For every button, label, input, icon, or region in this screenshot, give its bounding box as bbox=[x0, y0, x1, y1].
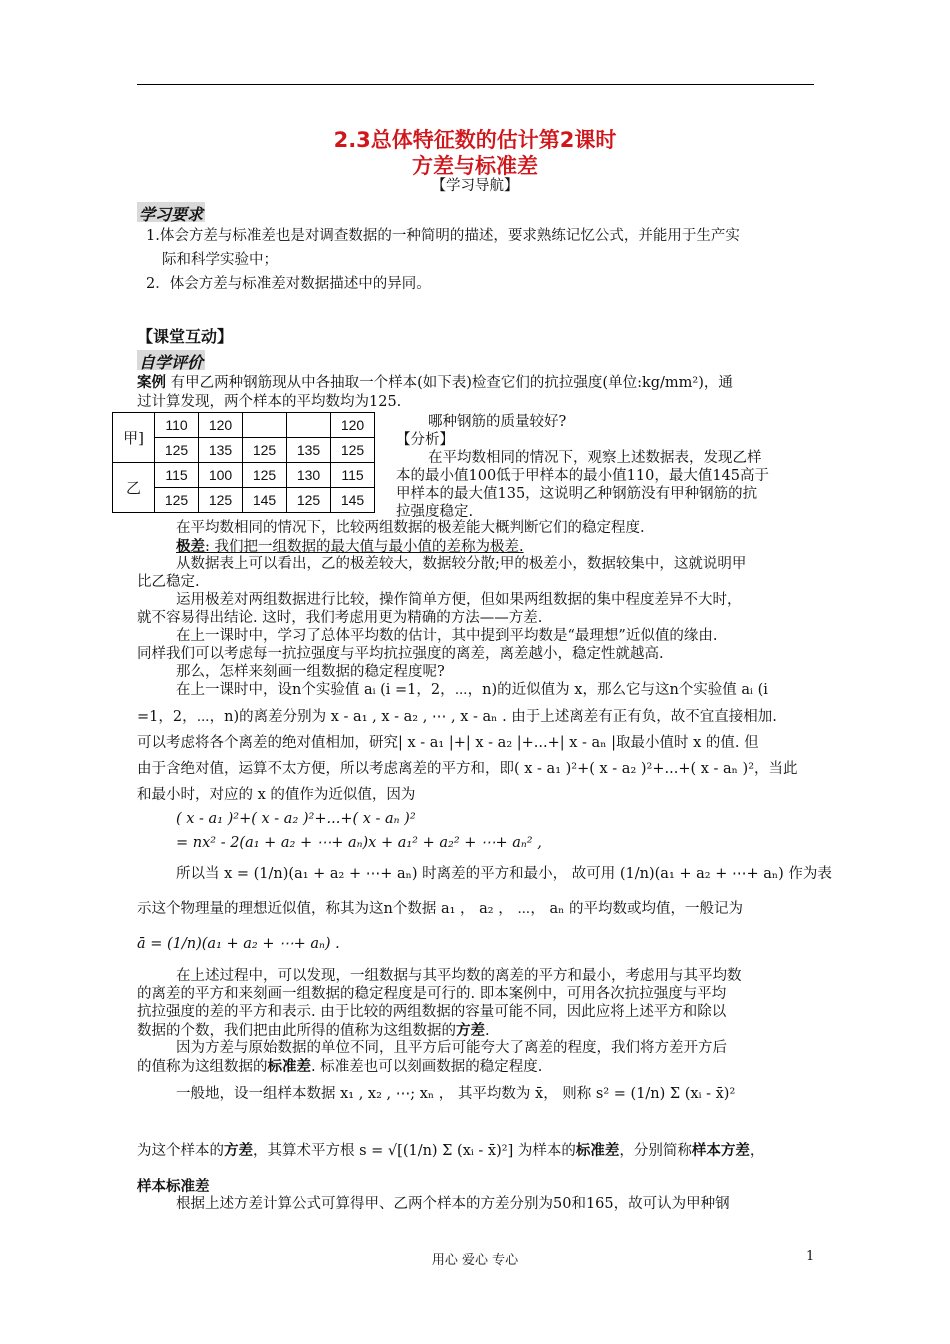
body-text: ，分别简称 bbox=[619, 1143, 692, 1159]
table-cell: 125 bbox=[155, 438, 199, 463]
stddev-term: 标准差 bbox=[575, 1142, 620, 1159]
equation: = nx² - 2(a₁ + a₂ + ⋯+ aₙ)x + a₁² + a₂² + ⋯+ aₙ² , bbox=[176, 835, 542, 851]
example-text-1: 有甲乙两种钢筋现从中各抽取一个样本(如下表)检查它们的抗拉强度(单位:kg/mm²)，通 bbox=[170, 375, 733, 391]
body-line: 可以考虑将各个离差的绝对值相加，研究| x - a₁ |+| x - a₂ |+...+| x - aₙ |取最小值时 x 的值. 但 bbox=[137, 735, 759, 751]
body-text: 为这个样本的 bbox=[137, 1143, 224, 1159]
table-cell: 120 bbox=[331, 413, 375, 438]
table-cell bbox=[243, 413, 287, 438]
body-line: 数据的个数，我们把由此所得的值称为这组数据的方差. bbox=[137, 1022, 490, 1039]
table-cell: 135 bbox=[287, 438, 331, 463]
body-line: 在上述过程中，可以发现，一组数据与其平均数的离差的平方和最小，考虑用与其平均数 bbox=[176, 968, 742, 984]
example-label: 案例 bbox=[137, 374, 166, 391]
body-line: 根据上述方差计算公式可算得甲、乙两个样本的方差分别为50和165，故可认为甲种钢 bbox=[176, 1196, 730, 1212]
classroom-heading: 【课堂互动】 bbox=[137, 327, 234, 346]
header-rule bbox=[137, 84, 814, 85]
body-line: 在平均数相同的情况下，比较两组数据的极差能大概判断它们的稳定程度. bbox=[176, 520, 645, 536]
analysis-line: 甲样本的最大值135，这说明乙种钢筋没有甲种钢筋的抗 bbox=[396, 486, 758, 502]
requirement-2: 2．体会方差与标准差对数据描述中的异同。 bbox=[146, 276, 431, 292]
footer-motto: 用心 爱心 专心 bbox=[431, 1253, 519, 1268]
body-line: 一般地，设一组样本数据 x₁ , x₂ , ⋯; xₙ ， 其平均数为 x̄， 则称 s² = (1/n) Σ (xᵢ - x̄)² bbox=[176, 1086, 736, 1102]
body-line: 示这个物理量的理想近似值，称其为这n个数据 a₁ ， a₂ ， ⋯， aₙ 的平均数或均值，一般记为 bbox=[137, 901, 743, 917]
table-cell: 100 bbox=[199, 463, 243, 488]
body-line: 同样我们可以考虑每一抗拉强度与平均抗拉强度的离差，离差越小，稳定性就越高. bbox=[137, 646, 664, 662]
body-line: 运用极差对两组数据进行比较，操作简单方便，但如果两组数据的集中程度差异不大时， bbox=[176, 592, 742, 608]
body-line: 由于含绝对值，运算不太方便，所以考虑离差的平方和，即( x - a₁ )²+( x - a₂ )²+...+( x - aₙ )²，当此 bbox=[137, 761, 798, 777]
equation: ( x - a₁ )²+( x - a₂ )²+...+( x - aₙ )² bbox=[176, 811, 416, 827]
table-cell bbox=[287, 413, 331, 438]
table-cell: 110 bbox=[155, 413, 199, 438]
sample-stddev-term: 样本标准差 bbox=[137, 1178, 210, 1195]
variance-term: 方差 bbox=[224, 1142, 253, 1159]
requirements-heading: 学习要求 bbox=[137, 202, 205, 222]
row-label-b: 乙 bbox=[113, 463, 155, 513]
body-line: 的离差的平方和来刻画一组数据的稳定程度是可行的. 即本案例中，可用各次抗拉强度与平均 bbox=[137, 986, 727, 1002]
body-line: 在上一课时中，设n个实验值 aᵢ (i =1，2，⋯，n)的近似值为 x，那么它与这n个实验值 aᵢ (i bbox=[176, 682, 768, 698]
body-line: 为这个样本的方差，其算术平方根 s = √[(1/n) Σ (xᵢ - x̄)²] 为样本的标准差，分别简称样本方差， bbox=[137, 1142, 765, 1159]
table-cell: 135 bbox=[199, 438, 243, 463]
page-subtitle: 方差与标准差 bbox=[412, 154, 538, 178]
page-number: 1 bbox=[806, 1249, 815, 1264]
table-cell: 125 bbox=[287, 488, 331, 513]
sample-variance-term: 样本方差 bbox=[691, 1142, 750, 1159]
stddev-term: 标准差 bbox=[267, 1058, 311, 1075]
requirement-1-cont: 际和科学实验中； bbox=[162, 252, 278, 268]
table-cell: 125 bbox=[243, 463, 287, 488]
table-cell: 115 bbox=[331, 463, 375, 488]
body-text: ，其算术平方根 s = √[(1/n) Σ (xᵢ - x̄)²] 为样本的 bbox=[253, 1143, 576, 1159]
row-label-a: 甲] bbox=[113, 413, 155, 463]
table-cell: 145 bbox=[243, 488, 287, 513]
body-line: 因为方差与原始数据的单位不同，且平方后可能夸大了离差的程度，我们将方差开方后 bbox=[176, 1040, 727, 1056]
body-text: 数据的个数，我们把由此所得的值称为这组数据的 bbox=[137, 1023, 456, 1039]
table-cell: 125 bbox=[331, 438, 375, 463]
analysis-label: 【分析】 bbox=[396, 432, 454, 448]
table-cell: 125 bbox=[199, 488, 243, 513]
table-cell: 125 bbox=[243, 438, 287, 463]
page-title: 2.3总体特征数的估计第2课时 bbox=[333, 128, 617, 152]
question: 哪种钢筋的质量较好? bbox=[428, 414, 567, 430]
body-text: 的值称为这组数据的 bbox=[137, 1059, 268, 1075]
body-line: 比乙稳定. bbox=[137, 574, 200, 590]
body-line: 在上一课时中，学习了总体平均数的估计，其中提到平均数是“最理想”近似值的缘由. bbox=[176, 628, 718, 644]
body-line: 抗拉强度的差的平方和表示. 由于比较的两组数据的容量可能不同，因此应将上述平方和除以 bbox=[137, 1004, 727, 1020]
table-cell: 120 bbox=[199, 413, 243, 438]
equation: ā = (1/n)(a₁ + a₂ + ⋯+ aₙ) . bbox=[137, 936, 340, 952]
body-line: 从数据表上可以看出，乙的极差较大，数据较分散;甲的极差小，数据较集中，这就说明甲 bbox=[176, 556, 747, 572]
example-text-2: 过计算发现，两个样本的平均数均为125. bbox=[137, 394, 402, 410]
analysis-line: 在平均数相同的情况下，观察上述数据表，发现乙样 bbox=[428, 450, 762, 466]
body-line bbox=[137, 1056, 542, 1078]
table-cell: 125 bbox=[155, 488, 199, 513]
table-row bbox=[113, 463, 375, 488]
table-row bbox=[113, 413, 375, 438]
variance-term: 方差 bbox=[456, 1022, 485, 1039]
strength-table bbox=[112, 412, 375, 513]
body-line: 所以当 x = (1/n)(a₁ + a₂ + ⋯+ aₙ) 时离差的平方和最小， 故可用 (1/n)(a₁ + a₂ + ⋯+ aₙ) 作为表 bbox=[176, 866, 832, 882]
body-line: 那么，怎样来刻画一组数据的稳定程度呢? bbox=[176, 664, 445, 680]
nav-label: 【学习导航】 bbox=[431, 178, 519, 194]
body-line: =1，2，⋯，n)的离差分别为 x - a₁ , x - a₂ , ⋯ , x - aₙ . 由于上述离差有正有负，故不宜直接相加. bbox=[137, 709, 777, 725]
range-text: : 我们把一组数据的最大值与最小值的差称为极差. bbox=[205, 539, 524, 555]
table-cell: 115 bbox=[155, 463, 199, 488]
body-line: 和最小时，对应的 x 的值作为近似值，因为 bbox=[137, 787, 416, 803]
table-cell: 145 bbox=[331, 488, 375, 513]
example-line-1 bbox=[137, 372, 733, 394]
requirement-1: 1.体会方差与标准差也是对调查数据的一种简明的描述，要求熟练记忆公式，并能用于生产实 bbox=[146, 228, 740, 244]
body-line: 就不容易得出结论. 这时，我们考虑用更为精确的方法——方差. bbox=[137, 610, 543, 626]
table-cell: 130 bbox=[287, 463, 331, 488]
self-study-heading: 自学评价 bbox=[137, 350, 205, 370]
analysis-line: 拉强度稳定. bbox=[396, 504, 474, 520]
body-text: . 标准差也可以刻画数据的稳定程度. bbox=[311, 1059, 543, 1075]
analysis-line: 本的最小值100低于甲样本的最小值110，最大值145高于 bbox=[396, 468, 770, 484]
range-label: 极差 bbox=[176, 538, 205, 555]
